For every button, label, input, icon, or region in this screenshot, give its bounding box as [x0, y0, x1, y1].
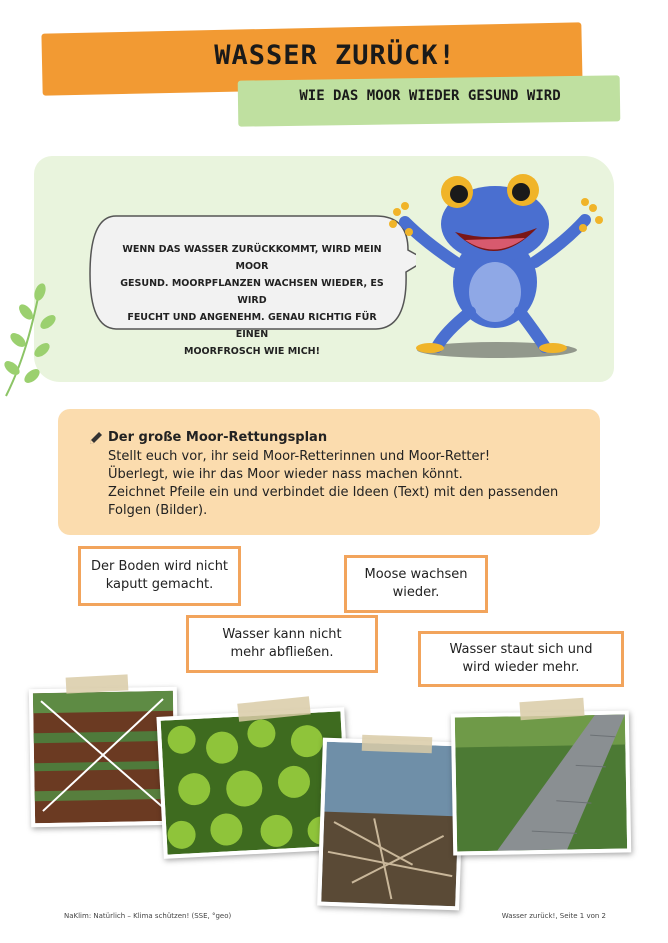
footer-right: Wasser zurück!, Seite 1 von 2: [501, 912, 606, 920]
footer-left: NaKlim: Natürlich – Klima schützen! (SSE, °geo): [64, 912, 232, 920]
photo-boardwalk[interactable]: [451, 710, 631, 855]
boardwalk-image: [455, 715, 627, 852]
page-subtitle: WIE DAS MOOR WIEDER GESUND WIRD: [299, 88, 561, 104]
task-line: Überlegt, wie ihr das Moor wieder nass machen könnt.: [108, 467, 463, 482]
leaf-branch-icon: [0, 278, 66, 398]
idea-card[interactable]: Der Boden wird nicht kaputt gemacht.: [78, 546, 241, 606]
photo-dam[interactable]: [317, 738, 465, 911]
photo-drained-field[interactable]: [29, 687, 179, 828]
task-line: Stellt euch vor, ihr seid Moor-Retterinnen und Moor-Retter!: [108, 449, 491, 464]
task-title: Der große Moor-Rettungsplan: [108, 430, 328, 445]
task-line: Folgen (Bilder).: [108, 503, 208, 518]
pencil-icon: [88, 430, 104, 446]
speech-text: WENN DAS WASSER ZURÜCKKOMMT, WIRD MEIN MOOR GESUND. MOORPFLANZEN WACHSEN WIEDER, ES WIRD FEUCHT UND ANGENEHM. GENAU RICHTIG FÜR EINEN MOORFROSCH WIE MICH!: [120, 244, 384, 357]
task-line: Zeichnet Pfeile ein und verbindet die Ideen (Text) mit den passenden: [108, 485, 559, 500]
beaver-dam-image: [321, 742, 461, 907]
idea-card[interactable]: Moose wachsen wieder.: [344, 555, 488, 613]
tape: [66, 674, 129, 693]
idea-card[interactable]: Wasser kann nicht mehr abfließen.: [186, 615, 378, 673]
idea-card[interactable]: Wasser staut sich und wird wieder mehr.: [418, 631, 624, 687]
tape: [362, 735, 433, 753]
frog-illustration: [385, 162, 615, 362]
drained-field-image: [33, 691, 175, 823]
page-title: WASSER ZURÜCK!: [214, 40, 456, 71]
